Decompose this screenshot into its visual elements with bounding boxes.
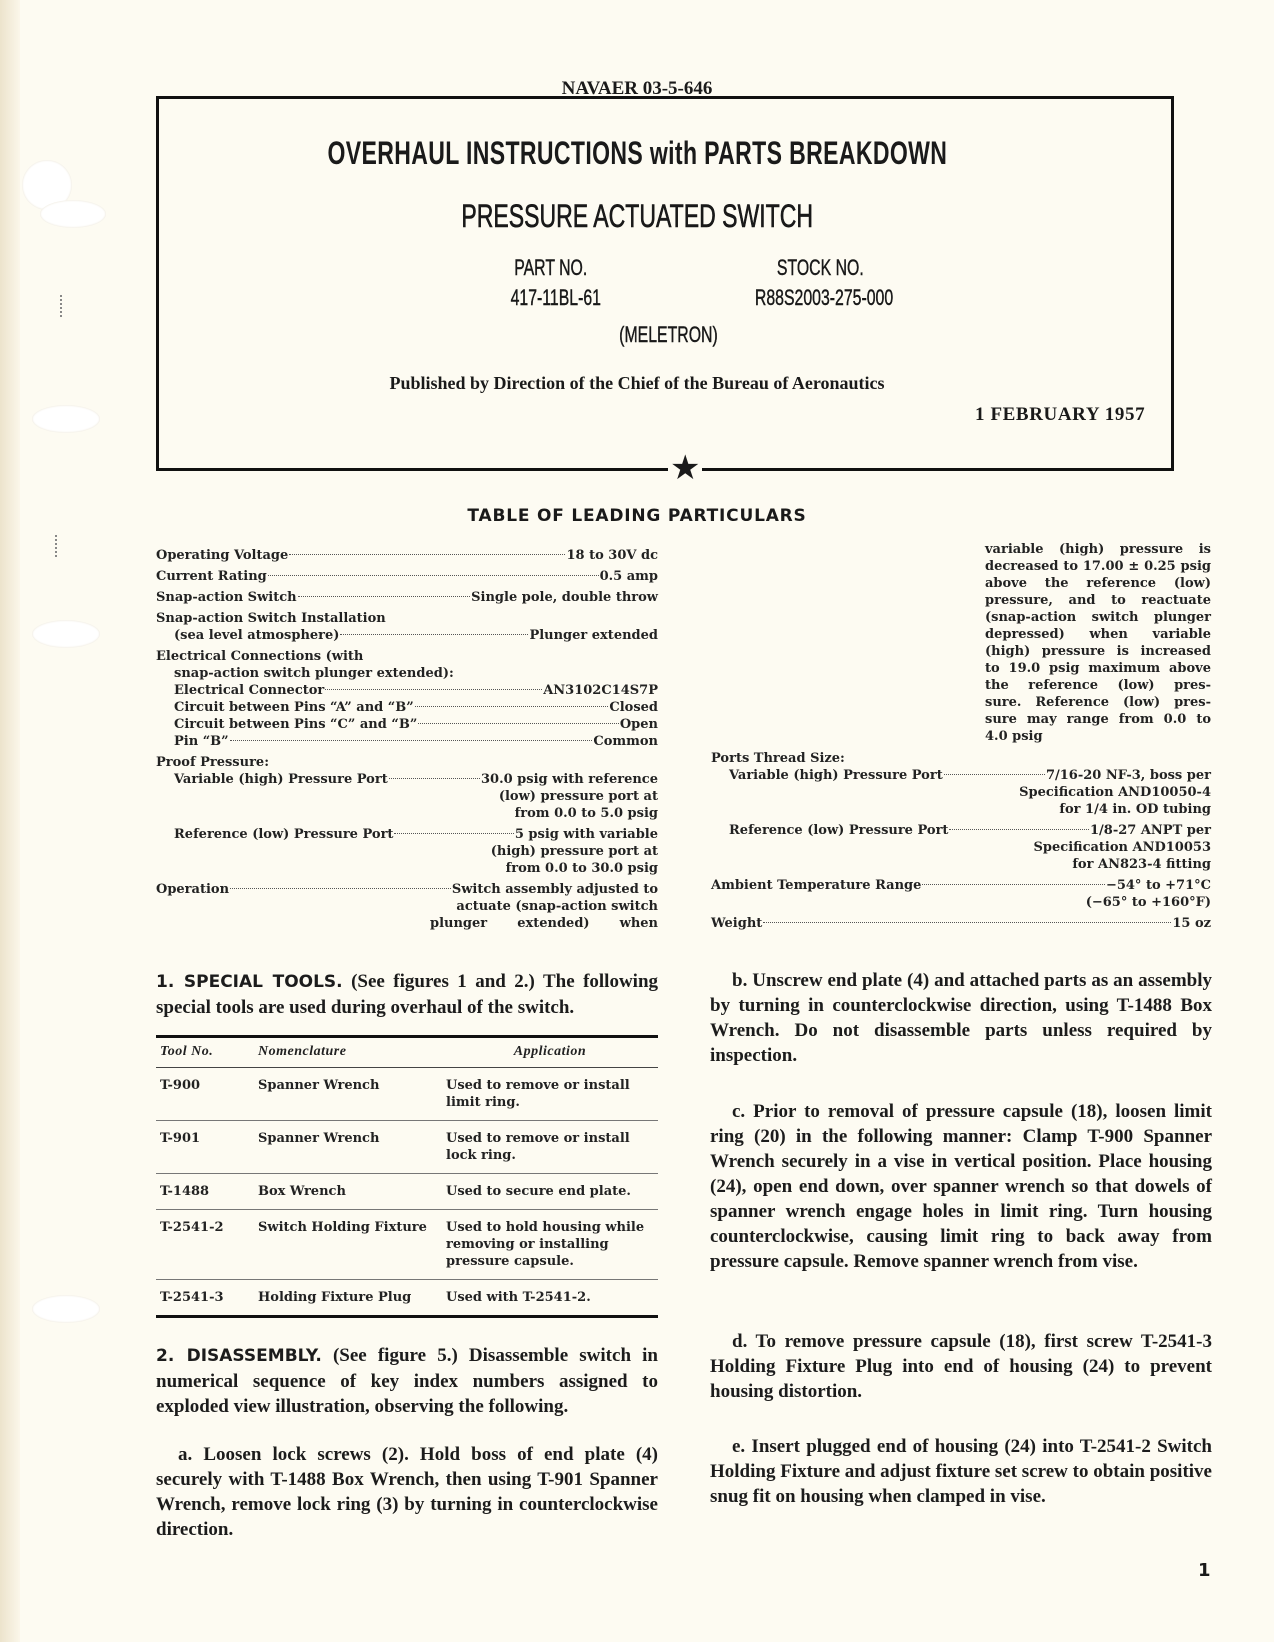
table-row: [156, 1121, 658, 1174]
table-row: [156, 1210, 658, 1280]
tool-nomenclature: Holding Fixture Plug: [254, 1280, 442, 1317]
publisher-line: Published by Direction of the Chief of the Bureau of Aeronautics: [389, 373, 885, 393]
section-heading: 1. SPECIAL TOOLS.: [156, 972, 343, 992]
spec-snap-install-label: Snap-action Switch Installation: [156, 611, 386, 626]
particulars-left: [156, 547, 658, 932]
punch-hole: [32, 405, 100, 433]
part-no-label: PART NO.: [514, 255, 588, 280]
tool-nomenclature: Spanner Wrench: [254, 1068, 442, 1121]
tool-nomenclature: Switch Holding Fixture: [254, 1210, 442, 1280]
operation-line: 4.0 psig: [985, 729, 1043, 744]
spec-thread-high-cont: Specification AND10050-4: [1019, 785, 1211, 800]
tool-no: T-2541-3: [156, 1280, 254, 1317]
spec-thread-high-cont: for 1/4 in. OD tubing: [1059, 802, 1211, 817]
spec-operating-voltage: Operating Voltage 18 to 30V dc: [156, 548, 658, 563]
star-icon: ★: [670, 448, 701, 488]
particulars-right: [711, 750, 1211, 932]
section-heading: 2. DISASSEMBLY.: [156, 1346, 322, 1366]
spec-thread-high: Variable (high) Pressure Port 7/16-20 NF-3, boss per: [729, 768, 1211, 783]
title-box-rule: [156, 468, 1174, 471]
punch-hole: [32, 620, 100, 648]
section-special-tools: [156, 969, 658, 1020]
tool-no: T-900: [156, 1068, 254, 1121]
section-text: (See figures 1 and 2.) The following special tools are used during overhaul of the switch.: [156, 971, 659, 1018]
spec-proof-low-cont: (high) pressure port at: [490, 844, 658, 859]
column-header: Nomenclature: [254, 1037, 442, 1068]
column-header: Application: [442, 1037, 658, 1068]
spec-thread-low: Reference (low) Pressure Port 1/8-27 ANPT per: [729, 823, 1211, 838]
tool-no: T-901: [156, 1121, 254, 1174]
tool-application: Used to hold housing while removing or installing pressure capsule.: [442, 1210, 658, 1280]
step-e: e. Insert plugged end of housing (24) into T-2541-2 Switch Holding Fixture and adjust fixture set screw to obtain positive snug fit on housing when clamped in vise.: [710, 1436, 1212, 1507]
punch-hole: [32, 1295, 100, 1323]
section-text: (See figure 5.) Disassemble switch in numerical sequence of key index numbers assigned to exploded view illustration, observing the following.: [156, 1345, 658, 1417]
operation-line: variable (high) pressure is: [985, 542, 1211, 557]
spec-snap-install: (sea level atmosphere) Plunger extended: [174, 628, 658, 643]
spec-operation-cont: actuate (snap-action switch: [456, 899, 658, 914]
spec-proof-high: Variable (high) Pressure Port 30.0 psig with reference: [174, 772, 658, 787]
tool-nomenclature: Spanner Wrench: [254, 1121, 442, 1174]
spec-circuit-ab: Circuit between Pins “A” and “B” Closed: [174, 700, 658, 715]
step-b: b. Unscrew end plate (4) and attached parts as an assembly by turning in counterclockwise direction, using T-1488 Box Wrench. Do not disassemble parts unless required by inspection.: [710, 970, 1212, 1066]
step-c: c. Prior to removal of pressure capsule (18), loosen limit ring (20) in the following manner: Clamp T-900 Spanner Wrench securely in a vise in vertical position. Place housing (24), open end down, over spanner wrench so that dowels of spanner wrench engage holes in limit ring. Turn housing counterclockwise, causing limit ring to back away from pressure capsule. Remove spanner wrench from vise.: [710, 1101, 1212, 1272]
binder-edge: [0, 0, 20, 1642]
spec-pin-b: Pin “B” Common: [174, 734, 658, 749]
operation-line: above the reference (low): [985, 576, 1211, 591]
tool-no: T-2541-2: [156, 1210, 254, 1280]
page-number: 1: [1198, 1560, 1211, 1581]
spec-ambient-temp: Ambient Temperature Range −54° to +71°C: [711, 878, 1211, 893]
leading-particulars-title: TABLE OF LEADING PARTICULARS: [467, 506, 807, 526]
table-row: [156, 1068, 658, 1121]
tool-nomenclature: Box Wrench: [254, 1174, 442, 1210]
publication-date: 1 FEBRUARY 1957: [975, 404, 1146, 425]
spec-thread-low-cont: Specification AND10053: [1033, 840, 1211, 855]
step-a: a. Loosen lock screws (2). Hold boss of end plate (4) securely with T-1488 Box Wrench, then using T-901 Spanner Wrench, remove lock ring (3) by turning in counterclockwise direction.: [156, 1444, 658, 1540]
operation-line: (snap-action switch plunger: [985, 610, 1211, 625]
table-row: [156, 1174, 658, 1210]
spec-current-rating: Current Rating 0.5 amp: [156, 569, 658, 584]
staple-mark: [55, 535, 59, 557]
manufacturer: (MELETRON): [619, 322, 718, 347]
operation-line: pressure, and to reactuate: [985, 593, 1211, 608]
table-header: [156, 1037, 658, 1068]
operation-continued: [985, 541, 1211, 745]
tool-application: Used with T-2541-2.: [442, 1280, 658, 1317]
operation-line: to 19.0 psig maximum above: [985, 661, 1211, 676]
spec-operation-cont: plunger extended) when: [430, 916, 658, 931]
spec-connector: Electrical Connector AN3102C14S7P: [174, 683, 658, 698]
staple-mark: [60, 295, 64, 317]
spec-ports-thread: Ports Thread Size:: [711, 751, 845, 766]
spec-electrical-connections-2: snap-action switch plunger extended):: [174, 666, 454, 681]
part-no: 417-11BL-61: [510, 285, 601, 310]
operation-line: (high) pressure is increased: [985, 644, 1211, 659]
stock-no: R88S2003-275-000: [754, 285, 894, 310]
operation-line: sure may range from 0.0 to: [985, 712, 1211, 727]
tool-application: Used to remove or install limit ring.: [442, 1068, 658, 1121]
tool-application: Used to secure end plate.: [442, 1174, 658, 1210]
stock-no-label: STOCK NO.: [776, 255, 864, 280]
document-subtitle: PRESSURE ACTUATED SWITCH: [461, 198, 813, 234]
spec-proof-pressure: Proof Pressure:: [156, 755, 269, 770]
spec-proof-high-cont: from 0.0 to 5.0 psig: [514, 806, 658, 821]
operation-line: the reference (low) pres-: [985, 678, 1211, 693]
spec-electrical-connections: Electrical Connections (with: [156, 649, 364, 664]
spec-weight: Weight 15 oz: [711, 916, 1211, 931]
spec-proof-high-cont: (low) pressure port at: [498, 789, 658, 804]
document-title: OVERHAUL INSTRUCTIONS with PARTS BREAKDOWN: [327, 135, 947, 171]
table-row: [156, 1280, 658, 1317]
spec-circuit-cb: Circuit between Pins “C” and “B” Open: [174, 717, 658, 732]
document-id: NAVAER 03-5-646: [0, 78, 1274, 100]
spec-proof-low-cont: from 0.0 to 30.0 psig: [505, 861, 658, 876]
operation-line: sure. Reference (low) pres-: [985, 695, 1211, 710]
spec-thread-low-cont: for AN823-4 fitting: [1072, 857, 1211, 872]
column-header: Tool No.: [156, 1037, 254, 1068]
operation-line: depressed) when variable: [985, 627, 1211, 642]
operation-line: decreased to 17.00 ± 0.25 psig: [985, 559, 1211, 574]
tools-table: [156, 1035, 658, 1318]
tool-no: T-1488: [156, 1174, 254, 1210]
spec-snap-switch: Snap-action Switch Single pole, double throw: [156, 590, 658, 605]
step-d: d. To remove pressure capsule (18), first screw T-2541-3 Holding Fixture Plug into end of housing (24) to prevent housing distortion.: [710, 1331, 1212, 1402]
spec-proof-low: Reference (low) Pressure Port 5 psig with variable: [174, 827, 658, 842]
spec-operation: Operation Switch assembly adjusted to: [156, 882, 658, 897]
tool-application: Used to remove or install lock ring.: [442, 1121, 658, 1174]
section-disassembly: [156, 1343, 658, 1419]
spec-ambient-temp-cont: (−65° to +160°F): [1085, 895, 1211, 910]
